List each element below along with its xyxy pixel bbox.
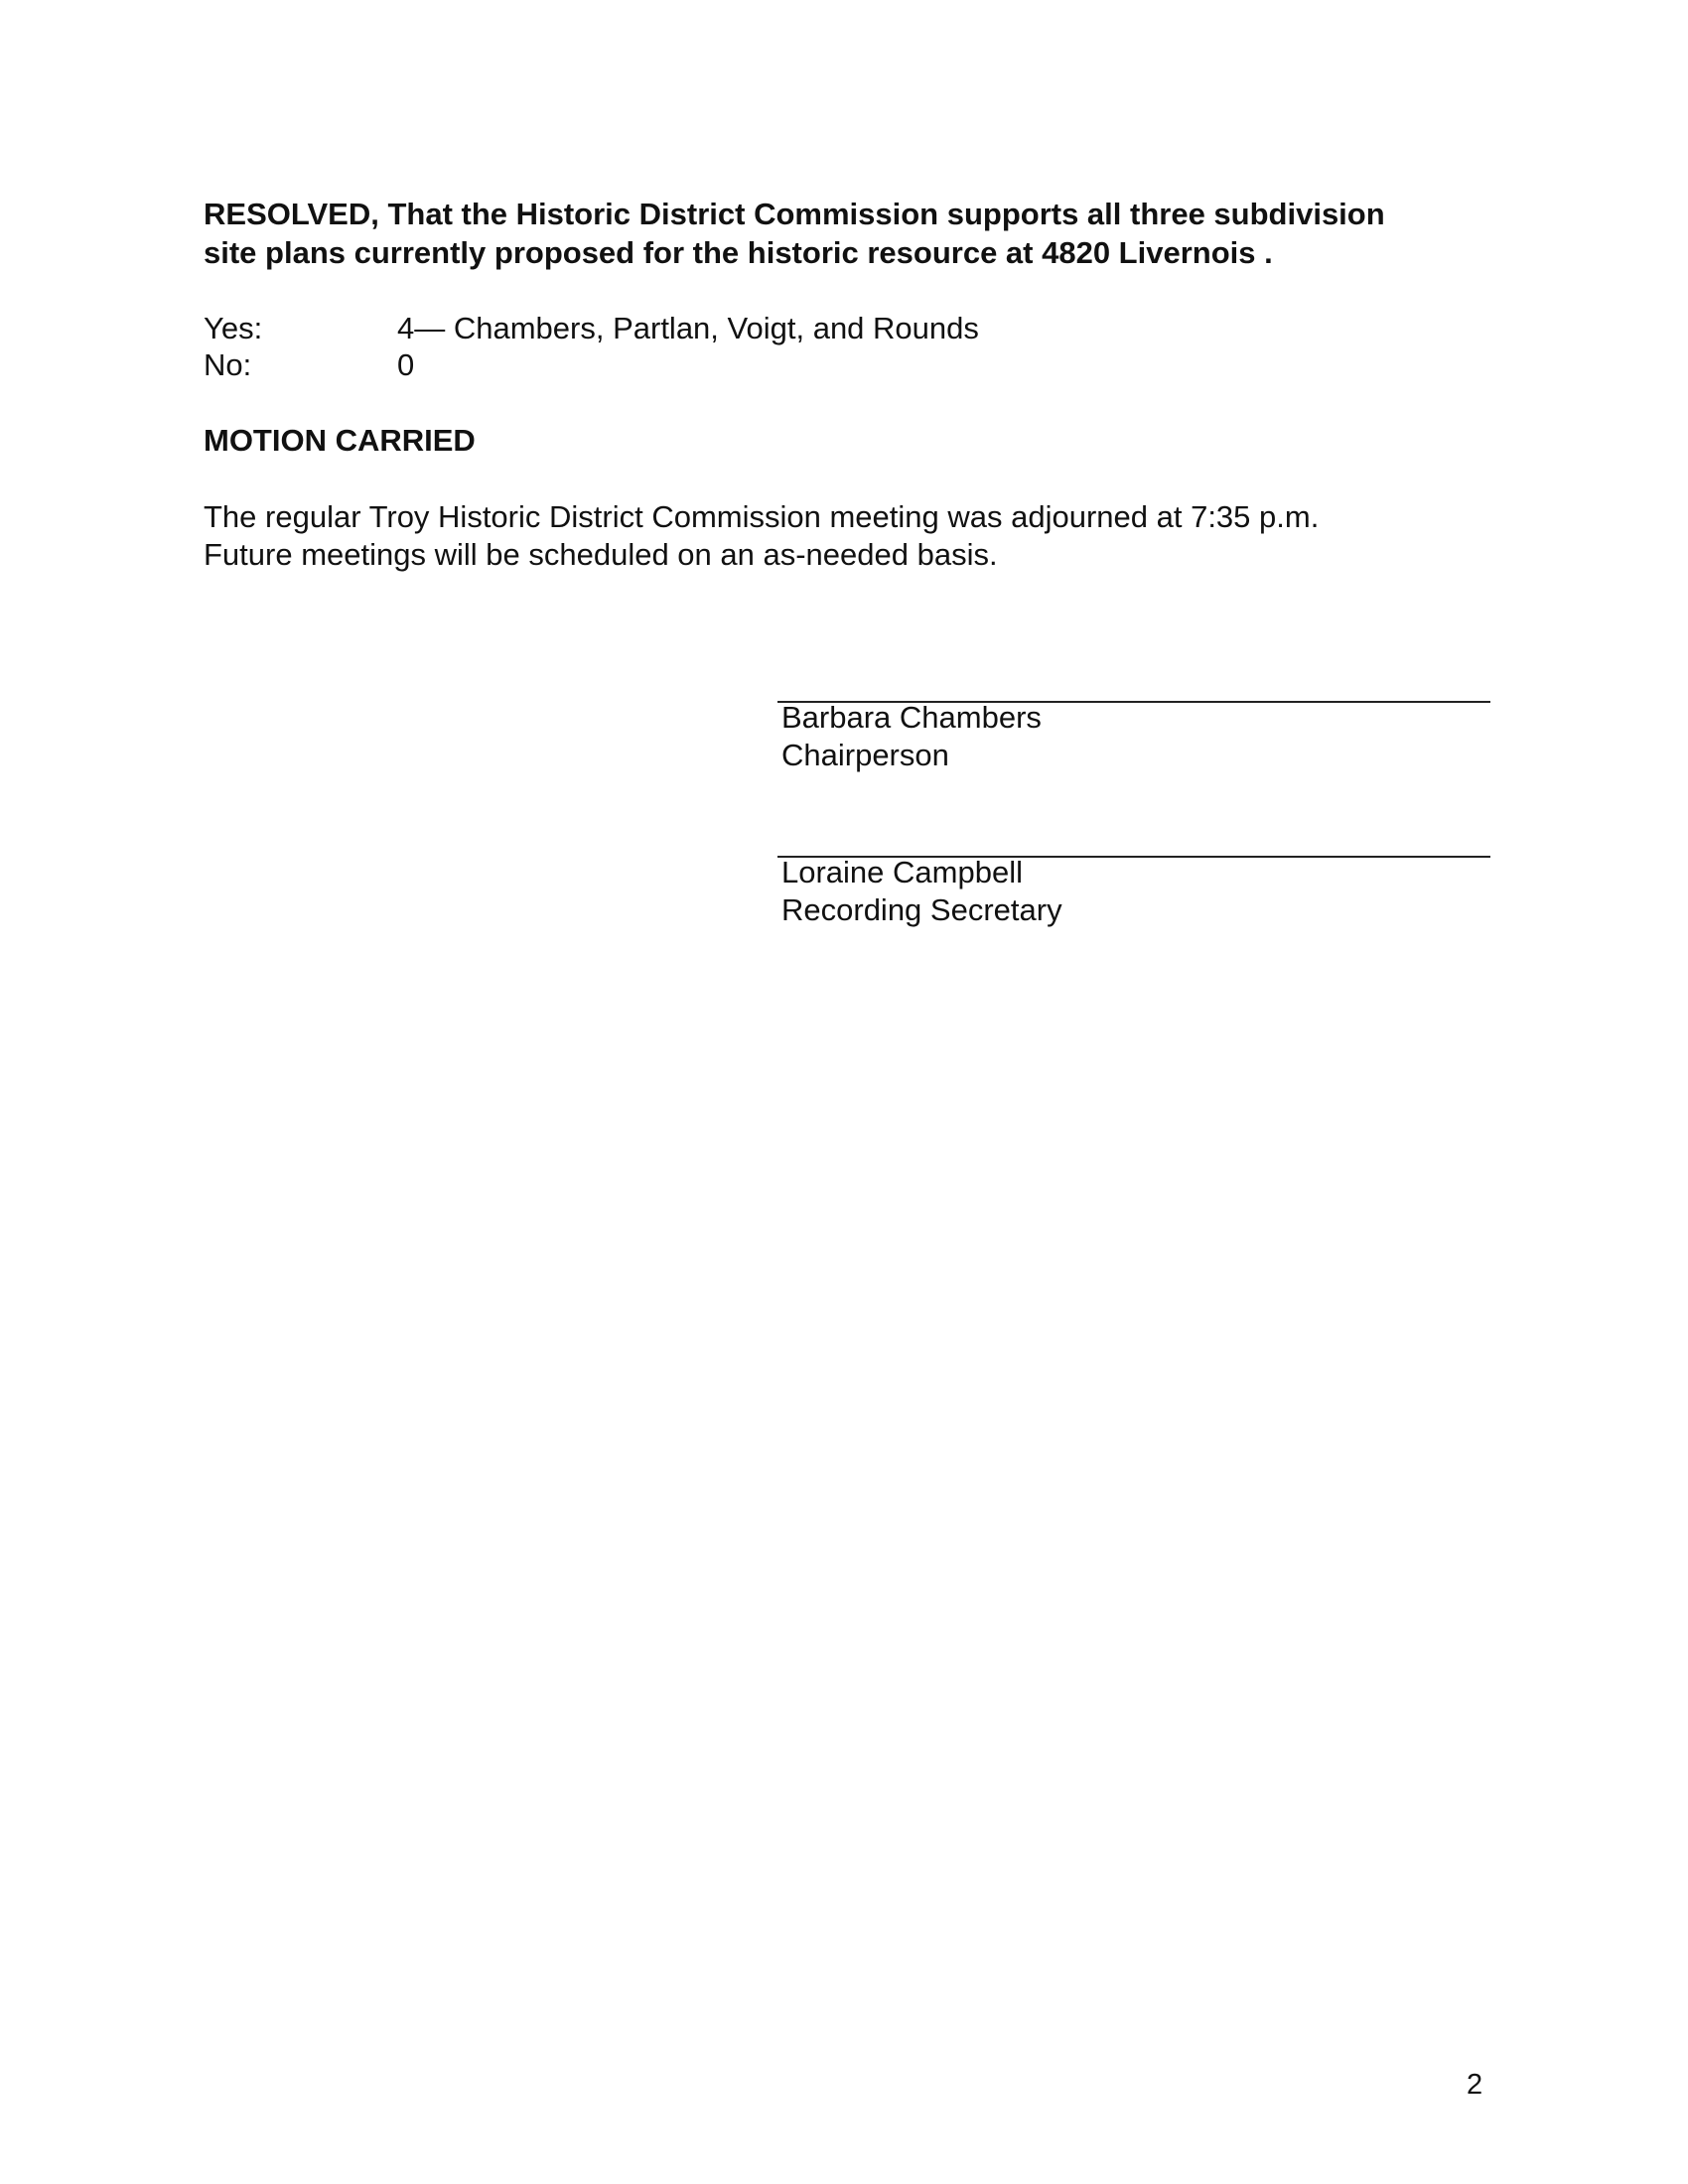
signatory-title: Recording Secretary bbox=[781, 892, 1062, 927]
adjournment-paragraph bbox=[204, 498, 1319, 574]
signature-block-secretary bbox=[781, 854, 1062, 929]
signature-block-chairperson bbox=[781, 699, 1042, 774]
signatory-name: Barbara Chambers bbox=[781, 700, 1042, 735]
adjournment-line-1: The regular Troy Historic District Commission meeting was adjourned at 7:35 p.m. bbox=[204, 499, 1320, 534]
vote-no-row bbox=[204, 346, 414, 384]
vote-yes-value: 4— Chambers, Partlan, Voigt, and Rounds bbox=[397, 311, 979, 345]
adjournment-line-2: Future meetings will be scheduled on an as-needed basis. bbox=[204, 537, 998, 572]
resolution-paragraph bbox=[204, 195, 1494, 272]
vote-yes-row bbox=[204, 310, 979, 347]
page-number: 2 bbox=[1467, 2069, 1483, 2101]
vote-no-value: 0 bbox=[397, 347, 415, 382]
motion-status: MOTION CARRIED bbox=[204, 423, 476, 458]
signatory-name: Loraine Campbell bbox=[781, 855, 1023, 889]
resolution-line-2: site plans currently proposed for the historic resource at 4820 Livernois . bbox=[204, 235, 1273, 270]
vote-no-label: No: bbox=[204, 347, 252, 382]
resolution-line-1: RESOLVED, That the Historic District Commission supports all three subdivision bbox=[204, 197, 1385, 231]
vote-yes-label: Yes: bbox=[204, 311, 263, 345]
signatory-title: Chairperson bbox=[781, 738, 949, 772]
